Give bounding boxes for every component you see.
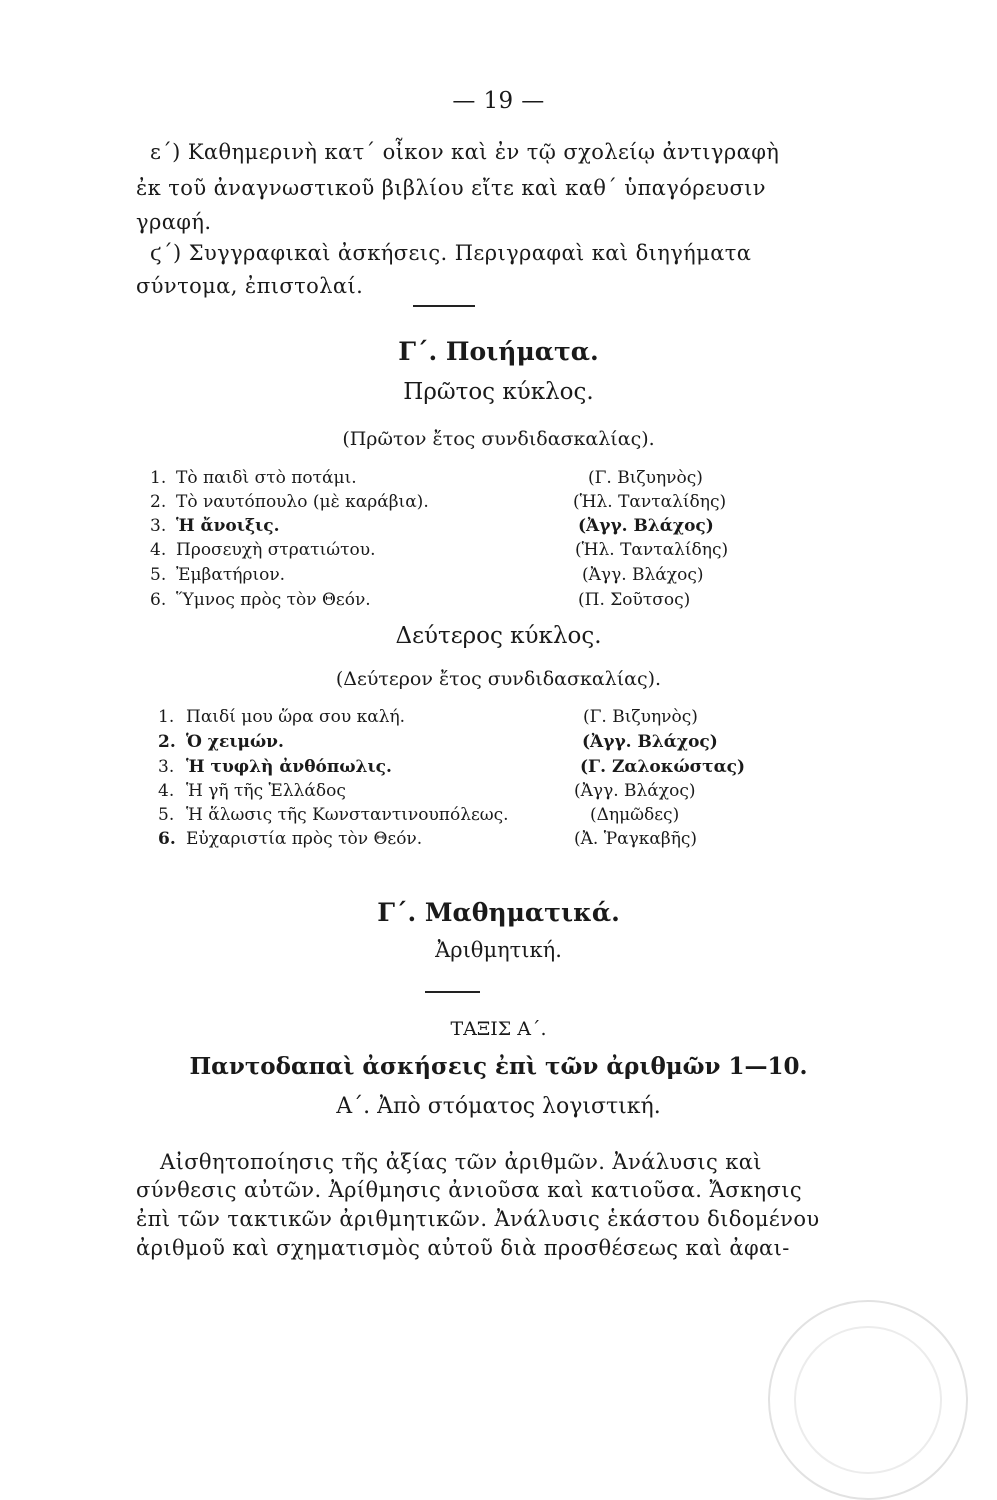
poem-author: (Ἀγγ. Βλάχος) bbox=[582, 732, 718, 752]
poem-title: Ὕμνος πρὸς τὸν Θεόν. bbox=[176, 590, 371, 610]
section-heading-math: Γ΄. Μαθηματικά. bbox=[377, 898, 620, 927]
poem-number: 5. bbox=[158, 805, 175, 825]
cycle-subtitle: (Πρῶτον ἔτος συνδιδασκαλίας). bbox=[342, 428, 655, 450]
poem-author: (Γ. Ζαλοκώστας) bbox=[580, 757, 746, 777]
poem-author: (Δημῶδες) bbox=[590, 805, 680, 825]
exercise-title: Παντοδαπαὶ ἀσκήσεις ἐπὶ τῶν ἀριθμῶν 1—10. bbox=[189, 1053, 808, 1080]
page-number: — 19 — bbox=[452, 88, 545, 114]
poem-author: (Ἡλ. Τανταλίδης) bbox=[575, 540, 729, 560]
cycle-subtitle: (Δεύτερον ἔτος συνδιδασκαλίας). bbox=[335, 668, 662, 690]
poem-title: Παιδί μου ὥρα σου καλή. bbox=[186, 707, 406, 727]
library-stamp bbox=[768, 1300, 968, 1500]
cycle-title: Δεύτερος κύκλος. bbox=[395, 623, 602, 649]
poem-title: Ἐμβατήριον. bbox=[176, 565, 286, 585]
poem-number: 4. bbox=[150, 540, 167, 560]
poem-number: 2. bbox=[158, 732, 176, 752]
cycle-title: Πρῶτος κύκλος. bbox=[403, 379, 594, 405]
poem-title: Ἡ ἅλωσις τῆς Κωνσταντινουπόλεως. bbox=[186, 805, 509, 825]
paragraph-line: ἐπὶ τῶν τακτικῶν ἀριθμητικῶν. Ἀνάλυσις ἑκάστου διδομένου bbox=[136, 1207, 820, 1231]
divider bbox=[425, 991, 480, 993]
intro-line: γραφή. bbox=[136, 210, 212, 234]
poem-author: (Ἀ. Ῥαγκαβῆς) bbox=[574, 829, 698, 849]
poem-number: 3. bbox=[158, 757, 175, 777]
subsection-heading: Ἀριθμητική. bbox=[435, 938, 562, 962]
poem-title: Τὸ ναυτόπουλο (μὲ καράβια). bbox=[176, 492, 429, 512]
poem-author: (Ἡλ. Τανταλίδης) bbox=[573, 492, 727, 512]
poem-author: (Π. Σοῦτσος) bbox=[578, 590, 691, 610]
poem-number: 2. bbox=[150, 492, 167, 512]
poem-number: 3. bbox=[150, 516, 167, 536]
intro-line: ἐκ τοῦ ἀναγνωστικοῦ βιβλίου εἴτε καὶ καθ΄ ὑπαγόρευσιν bbox=[136, 176, 766, 200]
poem-title: Προσευχὴ στρατιώτου. bbox=[176, 540, 376, 560]
poem-author: (Γ. Βιζυηνὸς) bbox=[583, 707, 698, 727]
paragraph-line: Αἰσθητοποίησις τῆς ἀξίας τῶν ἀριθμῶν. Ἀνάλυσις καὶ bbox=[160, 1150, 762, 1174]
class-label: ΤΑΞΙΣ Α΄. bbox=[450, 1018, 547, 1040]
poem-author: (Ἀγγ. Βλάχος) bbox=[578, 516, 714, 536]
poem-author: (Ἀγγ. Βλάχος) bbox=[582, 565, 704, 585]
poem-number: 5. bbox=[150, 565, 167, 585]
poem-title: Ἡ τυφλὴ ἀνθόπωλις. bbox=[186, 757, 392, 777]
intro-line: ϛ΄) Συγγραφικαὶ ἀσκήσεις. Περιγραφαὶ καὶ διηγήματα bbox=[150, 241, 752, 265]
poem-author: (Ἀγγ. Βλάχος) bbox=[574, 781, 696, 801]
poem-number: 1. bbox=[158, 707, 175, 727]
intro-line: σύντομα, ἐπιστολαί. bbox=[136, 274, 364, 298]
poem-number: 4. bbox=[158, 781, 175, 801]
poem-number: 1. bbox=[150, 468, 167, 488]
section-heading-poems: Γ΄. Ποιήματα. bbox=[398, 337, 599, 366]
poem-number: 6. bbox=[150, 590, 167, 610]
divider bbox=[413, 305, 475, 307]
poem-title: Ὁ χειμών. bbox=[186, 732, 284, 752]
paragraph-line: σύνθεσις αὐτῶν. Ἀρίθμησις ἀνιοῦσα καὶ κατιοῦσα. Ἄσκησις bbox=[136, 1178, 803, 1202]
intro-line: ε΄) Καθημερινὴ κατ΄ οἶκον καὶ ἐν τῷ σχολείῳ ἀντιγραφὴ bbox=[150, 140, 780, 164]
poem-number: 6. bbox=[158, 829, 176, 849]
poem-title: Ἡ ἄνοιξις. bbox=[176, 516, 280, 536]
paragraph-line: ἀριθμοῦ καὶ σχηματισμὸς αὐτοῦ διὰ προσθέσεως καὶ ἀφαι- bbox=[136, 1236, 790, 1260]
poem-author: (Γ. Βιζυηνὸς) bbox=[588, 468, 703, 488]
library-stamp-inner bbox=[794, 1326, 942, 1474]
poem-title: Τὸ παιδὶ στὸ ποτάμι. bbox=[176, 468, 357, 488]
poem-title: Ἡ γῆ τῆς Ἑλλάδος bbox=[186, 781, 346, 801]
poem-title: Εὐχαριστία πρὸς τὸν Θεόν. bbox=[186, 829, 423, 849]
oral-arithmetic-title: Α΄. Ἀπὸ στόματος λογιστική. bbox=[336, 1094, 661, 1119]
